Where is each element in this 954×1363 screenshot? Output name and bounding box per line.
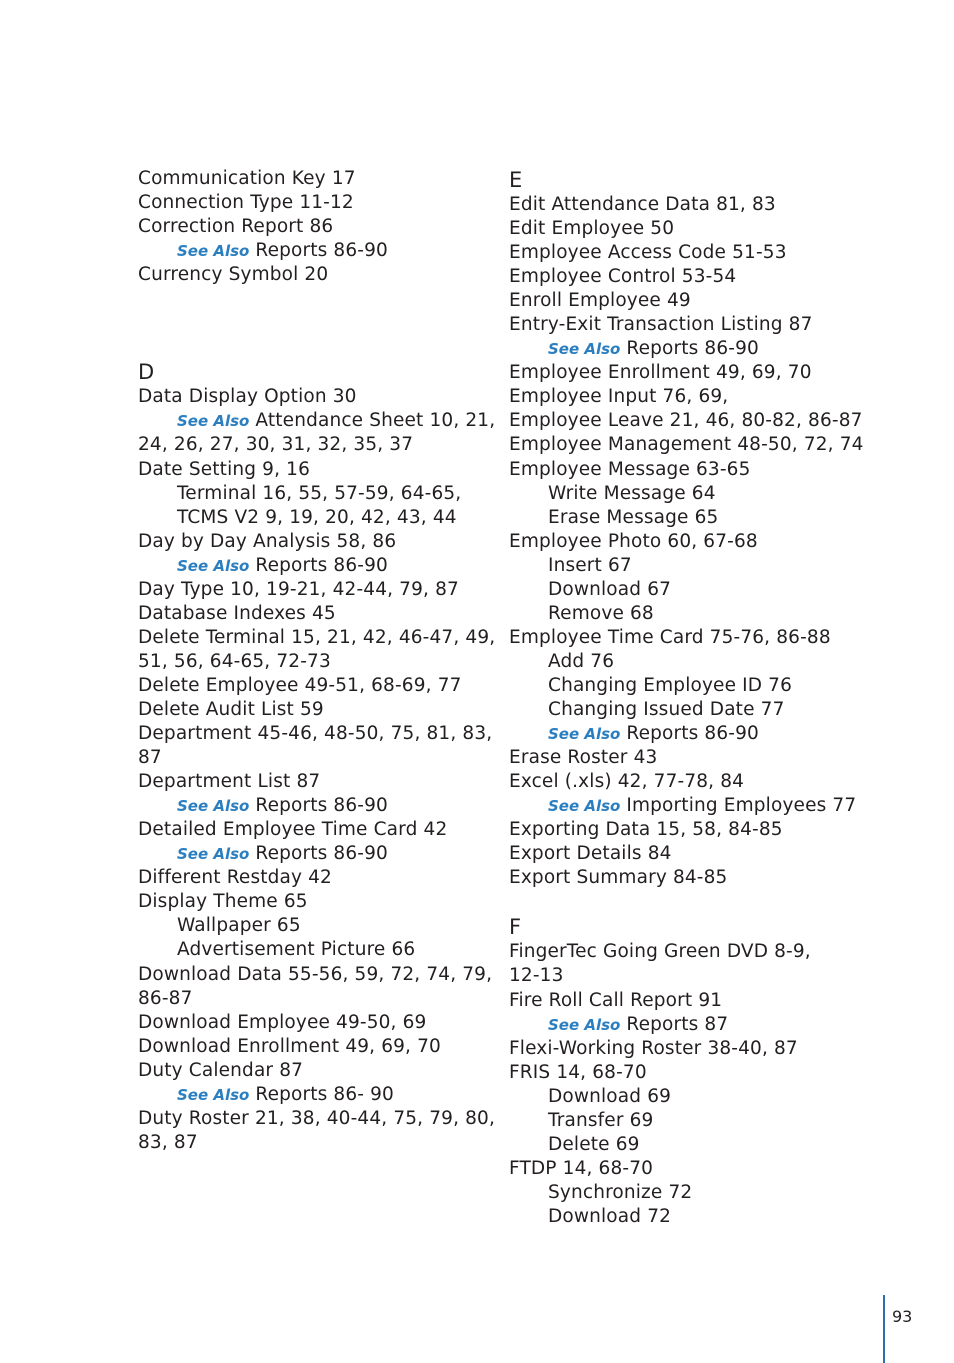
index-entry: Edit Employee 50	[509, 218, 675, 240]
index-entry: Employee Time Card 75-76, 86-88	[509, 626, 831, 648]
index-entry: Download Enrollment 49, 69, 70	[138, 1035, 441, 1057]
see-also-entry	[509, 337, 854, 361]
index-entry: Employee Input 76, 69,	[509, 386, 729, 408]
index-entry: Connection Type 11-12	[138, 192, 354, 214]
see-also-label: See Also	[548, 1015, 621, 1034]
see-also-target: Reports 86-90	[620, 723, 759, 745]
index-entry: Entry-Exit Transaction Listing 87	[509, 314, 813, 336]
index-entry: Enroll Employee 49	[509, 290, 691, 312]
index-entry: Employee Access Code 51-53	[509, 242, 787, 264]
see-also-label: See Also	[177, 1085, 250, 1104]
see-also-entry	[138, 794, 483, 818]
index-entry: Display Theme 65	[138, 891, 308, 913]
index-entry: Data Display Option 30	[138, 386, 357, 408]
see-also-target: Reports 86-90	[249, 554, 388, 576]
index-entry: Employee Message 63-65	[509, 458, 751, 480]
see-also-entry	[138, 1083, 483, 1107]
spacer	[509, 890, 854, 914]
index-entry: Department List 87	[138, 771, 321, 793]
see-also-entry	[138, 239, 483, 263]
page-number-rule	[883, 1295, 885, 1363]
see-also-entry	[509, 1013, 854, 1037]
index-entry: Employee Enrollment 49, 69, 70	[509, 362, 812, 384]
see-also-label: See Also	[548, 797, 621, 816]
index-subentry: Changing Employee ID 76	[548, 674, 793, 696]
index-entry: Download Data 55-56, 59, 72, 74, 79,	[138, 963, 493, 985]
index-entry: Export Details 84	[509, 843, 672, 865]
see-also-target: Reports 86- 90	[249, 1083, 394, 1105]
see-also-target: Reports 86-90	[249, 795, 388, 817]
index-subentry: Transfer 69	[548, 1109, 654, 1131]
see-also-target: Attendance Sheet 10, 21,	[249, 410, 496, 432]
index-entry: Download Employee 49-50, 69	[138, 1011, 427, 1033]
see-also-entry	[138, 409, 496, 433]
index-column-right	[509, 167, 864, 1229]
see-also-entry	[138, 554, 483, 578]
index-entry: Delete Employee 49-51, 68-69, 77	[138, 674, 462, 696]
see-also-target: Importing Employees 77	[620, 795, 857, 817]
index-entry: Detailed Employee Time Card 42	[138, 819, 448, 841]
see-also-label: See Also	[177, 797, 250, 816]
see-also-target: Reports 86-90	[620, 338, 759, 360]
index-entry: Duty Roster 21, 38, 40-44, 75, 79, 80,	[138, 1107, 496, 1129]
spacer	[138, 287, 483, 311]
see-also-label: See Also	[177, 412, 250, 431]
see-also-entry	[138, 842, 483, 866]
section-letter: D	[138, 360, 155, 385]
index-entry: Database Indexes 45	[138, 602, 336, 624]
index-entry: Day by Day Analysis 58, 86	[138, 530, 397, 552]
see-also-target: Reports 86-90	[249, 843, 388, 865]
see-also-label: See Also	[548, 340, 621, 359]
index-subentry: TCMS V2 9, 19, 20, 42, 43, 44	[177, 506, 457, 528]
index-entry: Exporting Data 15, 58, 84-85	[509, 819, 783, 841]
index-subentry: Add 76	[548, 650, 615, 672]
index-subentry: Changing Issued Date 77	[548, 698, 785, 720]
see-also-label: See Also	[177, 845, 250, 864]
index-entry: FTDP 14, 68-70	[509, 1157, 654, 1179]
index-entry: 83, 87	[138, 1131, 198, 1153]
index-entry: Edit Attendance Data 81, 83	[509, 194, 776, 215]
index-entry: Date Setting 9, 16	[138, 458, 310, 480]
page-number: 93	[892, 1307, 913, 1326]
spacer	[138, 311, 483, 335]
index-entry: Delete Audit List 59	[138, 698, 324, 720]
index-subentry: Download 67	[548, 578, 672, 600]
index-entry: 86-87	[138, 987, 193, 1009]
index-subentry: Write Message 64	[548, 482, 716, 504]
index-subentry: Wallpaper 65	[177, 915, 301, 937]
index-entry: FingerTec Going Green DVD 8-9,	[509, 941, 811, 963]
index-entry: 12-13	[509, 965, 564, 987]
index-entry: Export Summary 84-85	[509, 867, 728, 889]
section-letter: F	[509, 915, 522, 940]
index-entry: 87	[138, 747, 162, 769]
index-entry: Duty Calendar 87	[138, 1059, 304, 1081]
see-also-label: See Also	[177, 556, 250, 575]
index-subentry: Insert 67	[548, 554, 632, 576]
see-also-label: See Also	[548, 725, 621, 744]
index-entry: Employee Management 48-50, 72, 74	[509, 434, 864, 456]
see-also-entry	[509, 794, 857, 818]
see-also-label: See Also	[177, 242, 250, 261]
index-entry: Delete Terminal 15, 21, 42, 46-47, 49,	[138, 626, 496, 648]
index-subentry: Download 69	[548, 1085, 672, 1107]
index-subentry: Erase Message 65	[548, 506, 719, 528]
index-entry: Communication Key 17	[138, 168, 356, 189]
section-letter: E	[509, 168, 523, 192]
index-subentry: Terminal 16, 55, 57-59, 64-65,	[177, 482, 462, 504]
index-entry: Department 45-46, 48-50, 75, 81, 83,	[138, 723, 493, 745]
index-entry: Different Restday 42	[138, 867, 332, 889]
index-subentry: Advertisement Picture 66	[177, 939, 416, 961]
index-entry: Fire Roll Call Report 91	[509, 989, 723, 1011]
index-entry: Correction Report 86	[138, 216, 334, 238]
index-entry: Day Type 10, 19-21, 42-44, 79, 87	[138, 578, 459, 600]
index-entry: Flexi-Working Roster 38-40, 87	[509, 1037, 798, 1059]
index-entry: Employee Photo 60, 67-68	[509, 530, 758, 552]
index-entry: 24, 26, 27, 30, 31, 32, 35, 37	[138, 434, 414, 456]
index-subentry: Remove 68	[548, 602, 654, 624]
index-entry: Currency Symbol 20	[138, 264, 329, 286]
index-entry: 51, 56, 64-65, 72-73	[138, 650, 331, 672]
index-entry: Erase Roster 43	[509, 747, 658, 769]
index-subentry: Download 72	[548, 1205, 672, 1227]
spacer	[138, 335, 483, 359]
see-also-entry	[509, 722, 854, 746]
index-entry: Employee Control 53-54	[509, 266, 737, 288]
index-subentry: Synchronize 72	[548, 1181, 693, 1203]
see-also-target: Reports 86-90	[249, 240, 388, 262]
index-entry: FRIS 14, 68-70	[509, 1061, 647, 1083]
see-also-target: Reports 87	[620, 1013, 729, 1035]
index-subentry: Delete 69	[548, 1133, 640, 1155]
index-entry: Excel (.xls) 42, 77-78, 84	[509, 771, 745, 793]
index-column-left	[138, 167, 496, 1155]
index-entry: Employee Leave 21, 46, 80-82, 86-87	[509, 410, 863, 432]
